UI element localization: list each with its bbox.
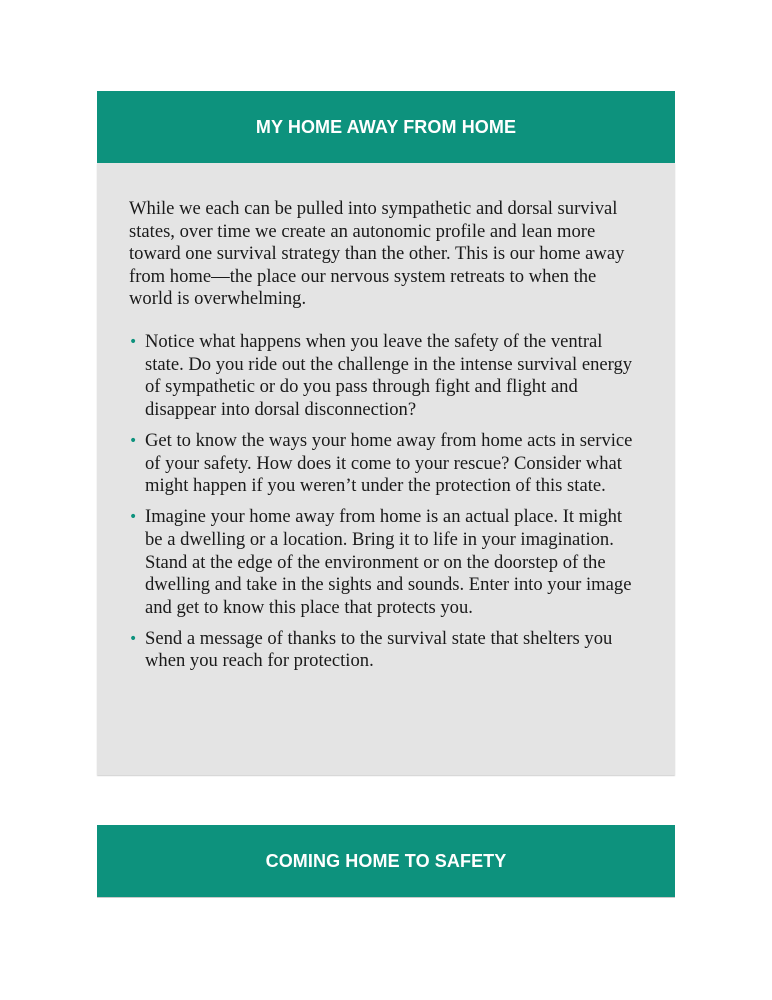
bullet-item	[129, 506, 635, 619]
bullet-icon: •	[129, 509, 138, 526]
section-title: COMING HOME TO SAFETY	[265, 850, 507, 871]
section-coming-home	[97, 825, 675, 897]
section-title-banner	[97, 825, 675, 897]
bullet-item	[129, 430, 635, 498]
bullet-icon: •	[129, 630, 138, 647]
section-my-home-away	[97, 91, 675, 775]
section-content-box	[97, 163, 675, 775]
section-title-banner	[97, 91, 675, 163]
bullet-text: Notice what happens when you leave the safety of the ventral state. Do you ride out the challenge in the intense survival energy of sympathetic or do you pass through fight and flight and disappear into dorsal disconnection?	[145, 330, 633, 420]
section-title: MY HOME AWAY FROM HOME	[255, 116, 517, 137]
bullet-item	[129, 628, 635, 673]
bullet-item	[129, 331, 635, 421]
bullet-icon: •	[129, 432, 138, 449]
bullet-text: Send a message of thanks to the survival state that shelters you when you reach for protection.	[145, 627, 613, 672]
bullet-icon: •	[129, 333, 138, 350]
intro-paragraph: While we each can be pulled into sympathetic and dorsal survival states, over time we create an autonomic profile and lean more toward one survival strategy than the other. This is our home away from home—the place our nervous system retreats to when the world is overwhelming.	[129, 198, 625, 310]
bullet-list	[129, 331, 635, 673]
bullet-text: Get to know the ways your home away from home acts in service of your safety. How does it come to your rescue? Consider what might happen if you weren’t under the protection of this state.	[145, 429, 633, 497]
bullet-text: Imagine your home away from home is an actual place. It might be a dwelling or a location. Bring it to life in your imagination. Stand at the edge of the environment or on the doorstep of the dwelling and take in the sights and sounds. Enter into your image and get to know this place that protects you.	[145, 506, 632, 618]
